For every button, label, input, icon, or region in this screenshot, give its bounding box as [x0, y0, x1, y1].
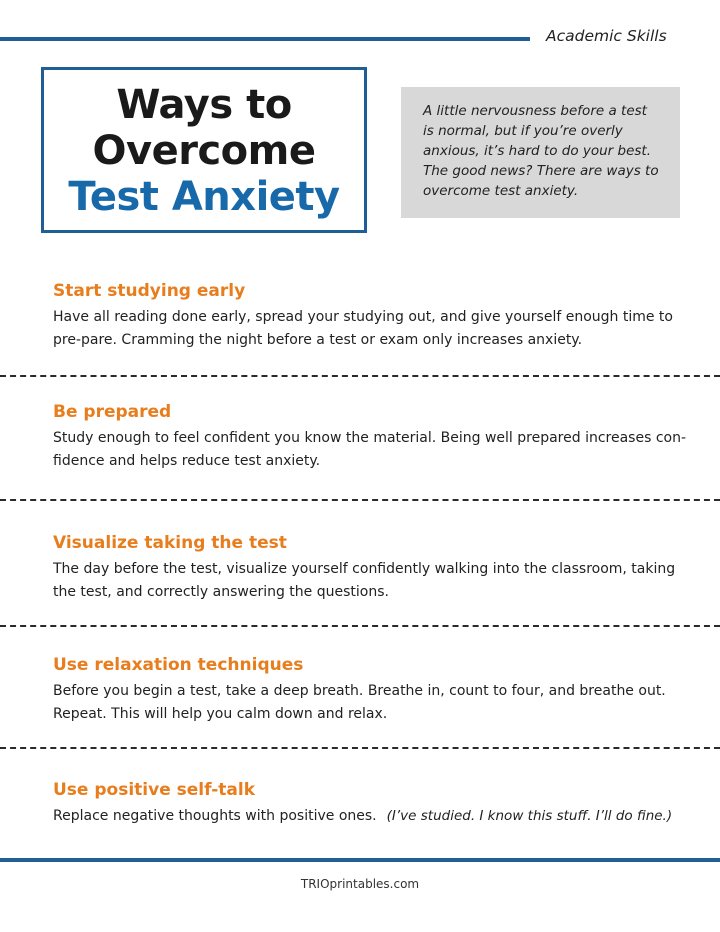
section-heading: Be prepared — [53, 402, 172, 422]
top-rule — [0, 37, 530, 41]
section-heading: Use relaxation techniques — [53, 655, 304, 675]
dashed-divider — [0, 375, 720, 377]
dashed-divider — [0, 499, 720, 501]
section-start-studying-early — [53, 280, 693, 352]
dashed-divider — [0, 747, 720, 749]
self-talk-example: (I’ve studied. I know this stuff. I’ll do fine.) — [386, 808, 673, 824]
section-use-positive-self-talk — [53, 779, 693, 828]
header-label: Academic Skills — [546, 27, 667, 45]
section-body — [53, 805, 693, 828]
section-be-prepared — [53, 401, 693, 473]
bottom-rule — [0, 858, 720, 862]
footer-site: TRIOprintables.com — [300, 877, 420, 891]
section-heading: Use positive self-talk — [53, 780, 256, 800]
section-body: Before you begin a test, take a deep breath. Breathe in, count to four, and breathe out. Repeat. This will help you calm down and relax. — [53, 683, 666, 722]
section-heading: Start studying early — [53, 281, 246, 301]
section-use-relaxation-techniques — [53, 654, 693, 726]
section-body-text: Replace negative thoughts with positive ones. — [53, 808, 377, 824]
intro-box — [401, 87, 680, 218]
title-line-2: Overcome — [92, 128, 316, 174]
title-line-3: Test Anxiety — [68, 174, 340, 220]
section-visualize-taking-the-test — [53, 532, 693, 604]
intro-text: A little nervousness before a test is normal, but if you’re overly anxious, it’s hard to do your best. The good news? There are ways to overcome test anxiety. — [423, 103, 659, 199]
title-line-1: Ways to — [116, 82, 292, 128]
section-body: Have all reading done early, spread your studying out, and give yourself enough time to pre-pare. Cramming the night before a test or exam only increases anxiety. — [53, 309, 673, 348]
section-body: Study enough to feel confident you know the material. Being well prepared increases con-fidence and helps reduce test anxiety. — [53, 430, 687, 469]
title-box — [41, 67, 367, 233]
dashed-divider — [0, 625, 720, 627]
section-body: The day before the test, visualize yourself confidently walking into the classroom, taking the test, and correctly answering the questions. — [53, 561, 676, 600]
section-heading: Visualize taking the test — [53, 533, 287, 553]
